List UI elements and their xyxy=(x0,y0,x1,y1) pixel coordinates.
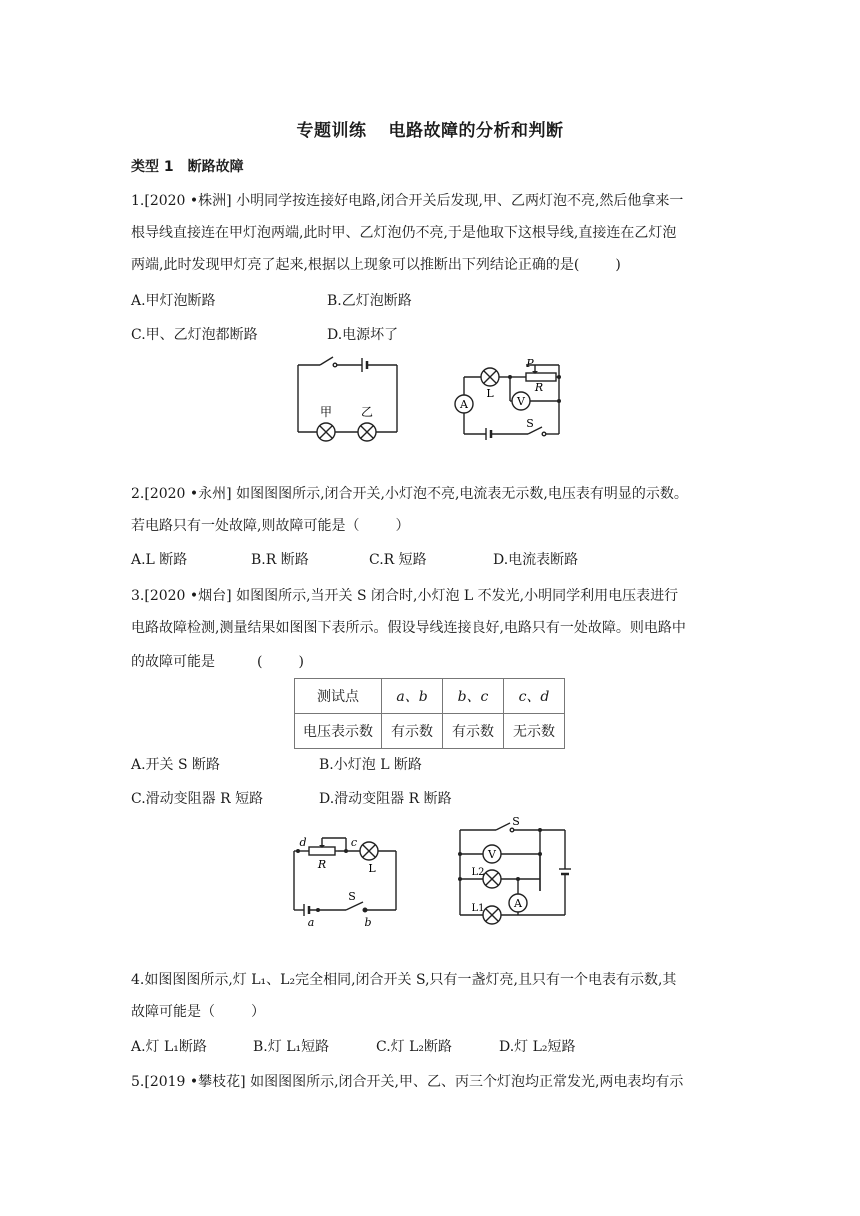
table-cell: 无示数 xyxy=(504,714,565,749)
fig3-rheostat-label: R xyxy=(317,858,327,871)
fig4-voltmeter-label: V xyxy=(488,848,496,861)
fig2-lamp-label: L xyxy=(486,387,494,400)
slider-p-label: P xyxy=(526,357,534,370)
figure-3-circuit xyxy=(284,832,409,932)
table-cell: 电压表示数 xyxy=(295,714,382,749)
title-sub: 电路故障的分析和判断 xyxy=(388,121,564,141)
q2-stem-end: 若电路只有一处故障,则故障可能是（ xyxy=(131,518,360,534)
q4-line2 xyxy=(131,1002,731,1022)
q3-test-table xyxy=(294,678,565,749)
q4-option-a: A.灯 L₁断路 xyxy=(131,1039,207,1055)
q3-option-a: A.开关 S 断路 xyxy=(131,757,221,773)
q1-line1: 1.[2020 •株洲] 小明同学按连接好电路,闭合开关后发现,甲、乙两灯泡不亮,然后他拿来一 xyxy=(131,193,684,209)
q1-line3 xyxy=(131,255,731,275)
point-c-label: c xyxy=(350,836,358,849)
q2-option-b: B.R 断路 xyxy=(251,552,309,568)
figure-1-circuit xyxy=(290,350,410,450)
point-b-label: b xyxy=(364,916,372,929)
q3-stem-end: 的故障可能是 xyxy=(131,654,215,670)
rheostat-r-label: R xyxy=(534,381,544,394)
q3-option-d: D.滑动变阻器 R 断路 xyxy=(319,791,452,807)
fig3-lamp-label: L xyxy=(368,862,376,875)
q1-option-b: B.乙灯泡断路 xyxy=(327,293,412,309)
table-row xyxy=(295,714,565,749)
q4-paren-close: ） xyxy=(251,1004,265,1020)
section-heading: 类型 1 断路故障 xyxy=(131,159,244,175)
lamp-jia-label: 甲 xyxy=(319,405,333,419)
page-title xyxy=(0,116,860,141)
q4-option-b: B.灯 L₁短路 xyxy=(253,1039,330,1055)
fig3-switch-label: S xyxy=(348,890,356,903)
table-header-cell: 测试点 xyxy=(295,679,382,714)
point-d-label: d xyxy=(299,836,307,849)
lamp-yi-label: 乙 xyxy=(360,405,374,419)
ammeter-label: A xyxy=(460,398,468,411)
q1-option-c: C.甲、乙灯泡都断路 xyxy=(131,327,258,343)
fig2-switch-label: S xyxy=(526,417,534,430)
q3-paren-close: ) xyxy=(298,654,304,670)
table-cell: 有示数 xyxy=(382,714,443,749)
q3-option-b: B.小灯泡 L 断路 xyxy=(319,757,422,773)
fig4-ammeter-label: A xyxy=(514,897,522,910)
q1-stem-end: 两端,此时发现甲灯亮了起来,根据以上现象可以推断出下列结论正确的是( xyxy=(131,257,580,273)
q3-line1: 3.[2020 •烟台] 如图图所示,当开关 S 闭合时,小灯泡 L 不发光,小明同学利用电压表进行 xyxy=(131,588,679,604)
q1-option-a: A.甲灯泡断路 xyxy=(131,293,216,309)
q1-paren-close: ) xyxy=(615,257,621,273)
q2-option-c: C.R 短路 xyxy=(369,552,427,568)
q4-stem-end: 故障可能是（ xyxy=(131,1004,215,1020)
table-header-cell: a、b xyxy=(382,679,443,714)
q1-option-d: D.电源坏了 xyxy=(327,327,399,343)
table-row xyxy=(295,679,565,714)
q3-line2: 电路故障检测,测量结果如图图下表所示。假设导线连接良好,电路只有一处故障。则电路中 xyxy=(131,620,686,636)
voltmeter-label: V xyxy=(517,395,525,408)
q2-option-a: A.L 断路 xyxy=(131,552,188,568)
q4-line1: 4.如图图图所示,灯 L₁、L₂完全相同,闭合开关 S,只有一盏灯亮,且只有一个电表有示数,其 xyxy=(131,972,677,988)
q2-option-d: D.电流表断路 xyxy=(493,552,579,568)
q4-option-c: C.灯 L₂断路 xyxy=(376,1039,453,1055)
title-main: 专题训练 xyxy=(296,121,367,141)
table-header-cell: c、d xyxy=(504,679,565,714)
point-a-label: a xyxy=(307,916,315,929)
q4-option-d: D.灯 L₂短路 xyxy=(499,1039,576,1055)
q2-paren-close: ） xyxy=(395,518,410,534)
lamp-l1-label: L1 xyxy=(471,903,485,914)
lamp-l2-label: L2 xyxy=(471,867,485,878)
q2-line1: 2.[2020 •永州] 如图图图所示,闭合开关,小灯泡不亮,电流表无示数,电压表有明显的示数。 xyxy=(131,486,688,502)
table-cell: 有示数 xyxy=(443,714,504,749)
figure-4-circuit xyxy=(452,817,577,927)
q3-option-c: C.滑动变阻器 R 短路 xyxy=(131,791,264,807)
q3-paren-open: ( xyxy=(257,654,263,670)
figure-2-circuit xyxy=(448,357,573,442)
fig4-switch-label: S xyxy=(512,815,520,828)
q5-line1: 5.[2019 •攀枝花] 如图图图所示,闭合开关,甲、乙、丙三个灯泡均正常发光,两电表均有示 xyxy=(131,1074,684,1090)
q1-line2: 根导线直接连在甲灯泡两端,此时甲、乙灯泡仍不亮,于是他取下这根导线,直接连在乙灯泡 xyxy=(131,225,677,241)
table-header-cell: b、c xyxy=(443,679,504,714)
q2-line2 xyxy=(131,516,731,536)
q3-line3 xyxy=(131,652,731,672)
